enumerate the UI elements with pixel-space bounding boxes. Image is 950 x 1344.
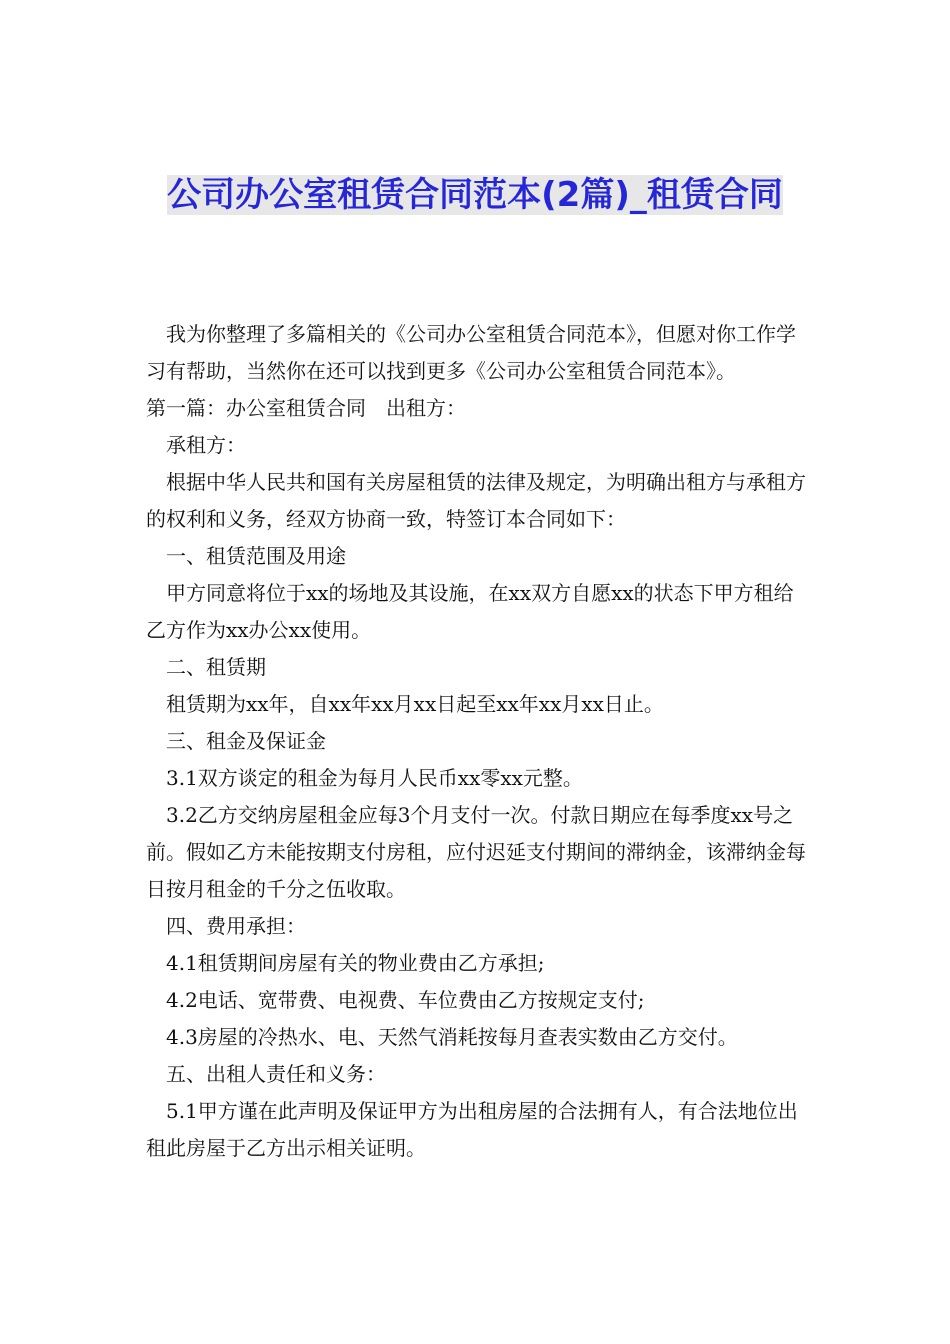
clause-3-1: 3.1双方谈定的租金为每月人民币xx零xx元整。: [166, 766, 583, 790]
document-title: [140, 168, 810, 222]
heading-rent: 三、租金及保证金: [166, 729, 326, 753]
heading-lessor-duties: 五、出租人责任和义务：: [166, 1062, 386, 1086]
paragraph-term: 租赁期为xx年，自xx年xx月xx日起至xx年xx月xx日止。: [166, 692, 664, 716]
clause-4-2: 4.2电话、宽带费、电视费、车位费由乙方按规定支付;: [166, 988, 645, 1012]
heading-scope: 一、租赁范围及用途: [166, 544, 346, 568]
clause-4-1: 4.1租赁期间房屋有关的物业费由乙方承担;: [166, 951, 545, 975]
paragraph-first-section: 第一篇：办公室租赁合同 出租方：: [146, 396, 466, 420]
document-body: [146, 316, 808, 1167]
paragraph-intro: 我为你整理了多篇相关的《公司办公室租赁合同范本》，但愿对你工作学习有帮助，当然你在还可以找到更多《公司办公室租赁合同范本》。: [146, 322, 796, 383]
heading-term: 二、租赁期: [166, 655, 266, 679]
document-title-text: 公司办公室租赁合同范本(2篇)_租赁合同: [167, 175, 783, 215]
clause-5-1: 5.1甲方谨在此声明及保证甲方为出租房屋的合法拥有人，有合法地位出租此房屋于乙方出示相关证明。: [146, 1099, 798, 1160]
paragraph-preamble: 根据中华人民共和国有关房屋租赁的法律及规定，为明确出租方与承租方的权利和义务，经双方协商一致，特签订本合同如下：: [146, 470, 806, 531]
heading-fees: 四、费用承担：: [166, 914, 306, 938]
clause-4-3: 4.3房屋的冷热水、电、天然气消耗按每月查表实数由乙方交付。: [166, 1025, 738, 1049]
paragraph-scope: 甲方同意将位于xx的场地及其设施，在xx双方自愿xx的状态下甲方租给乙方作为xx办公xx使用。: [146, 581, 794, 642]
clause-3-2: 3.2乙方交纳房屋租金应每3个月支付一次。付款日期应在每季度xx号之前。假如乙方未能按期支付房租，应付迟延支付期间的滞纳金，该滞纳金每日按月租金的千分之伍收取。: [146, 803, 806, 901]
paragraph-lessee: 承租方：: [166, 433, 246, 457]
